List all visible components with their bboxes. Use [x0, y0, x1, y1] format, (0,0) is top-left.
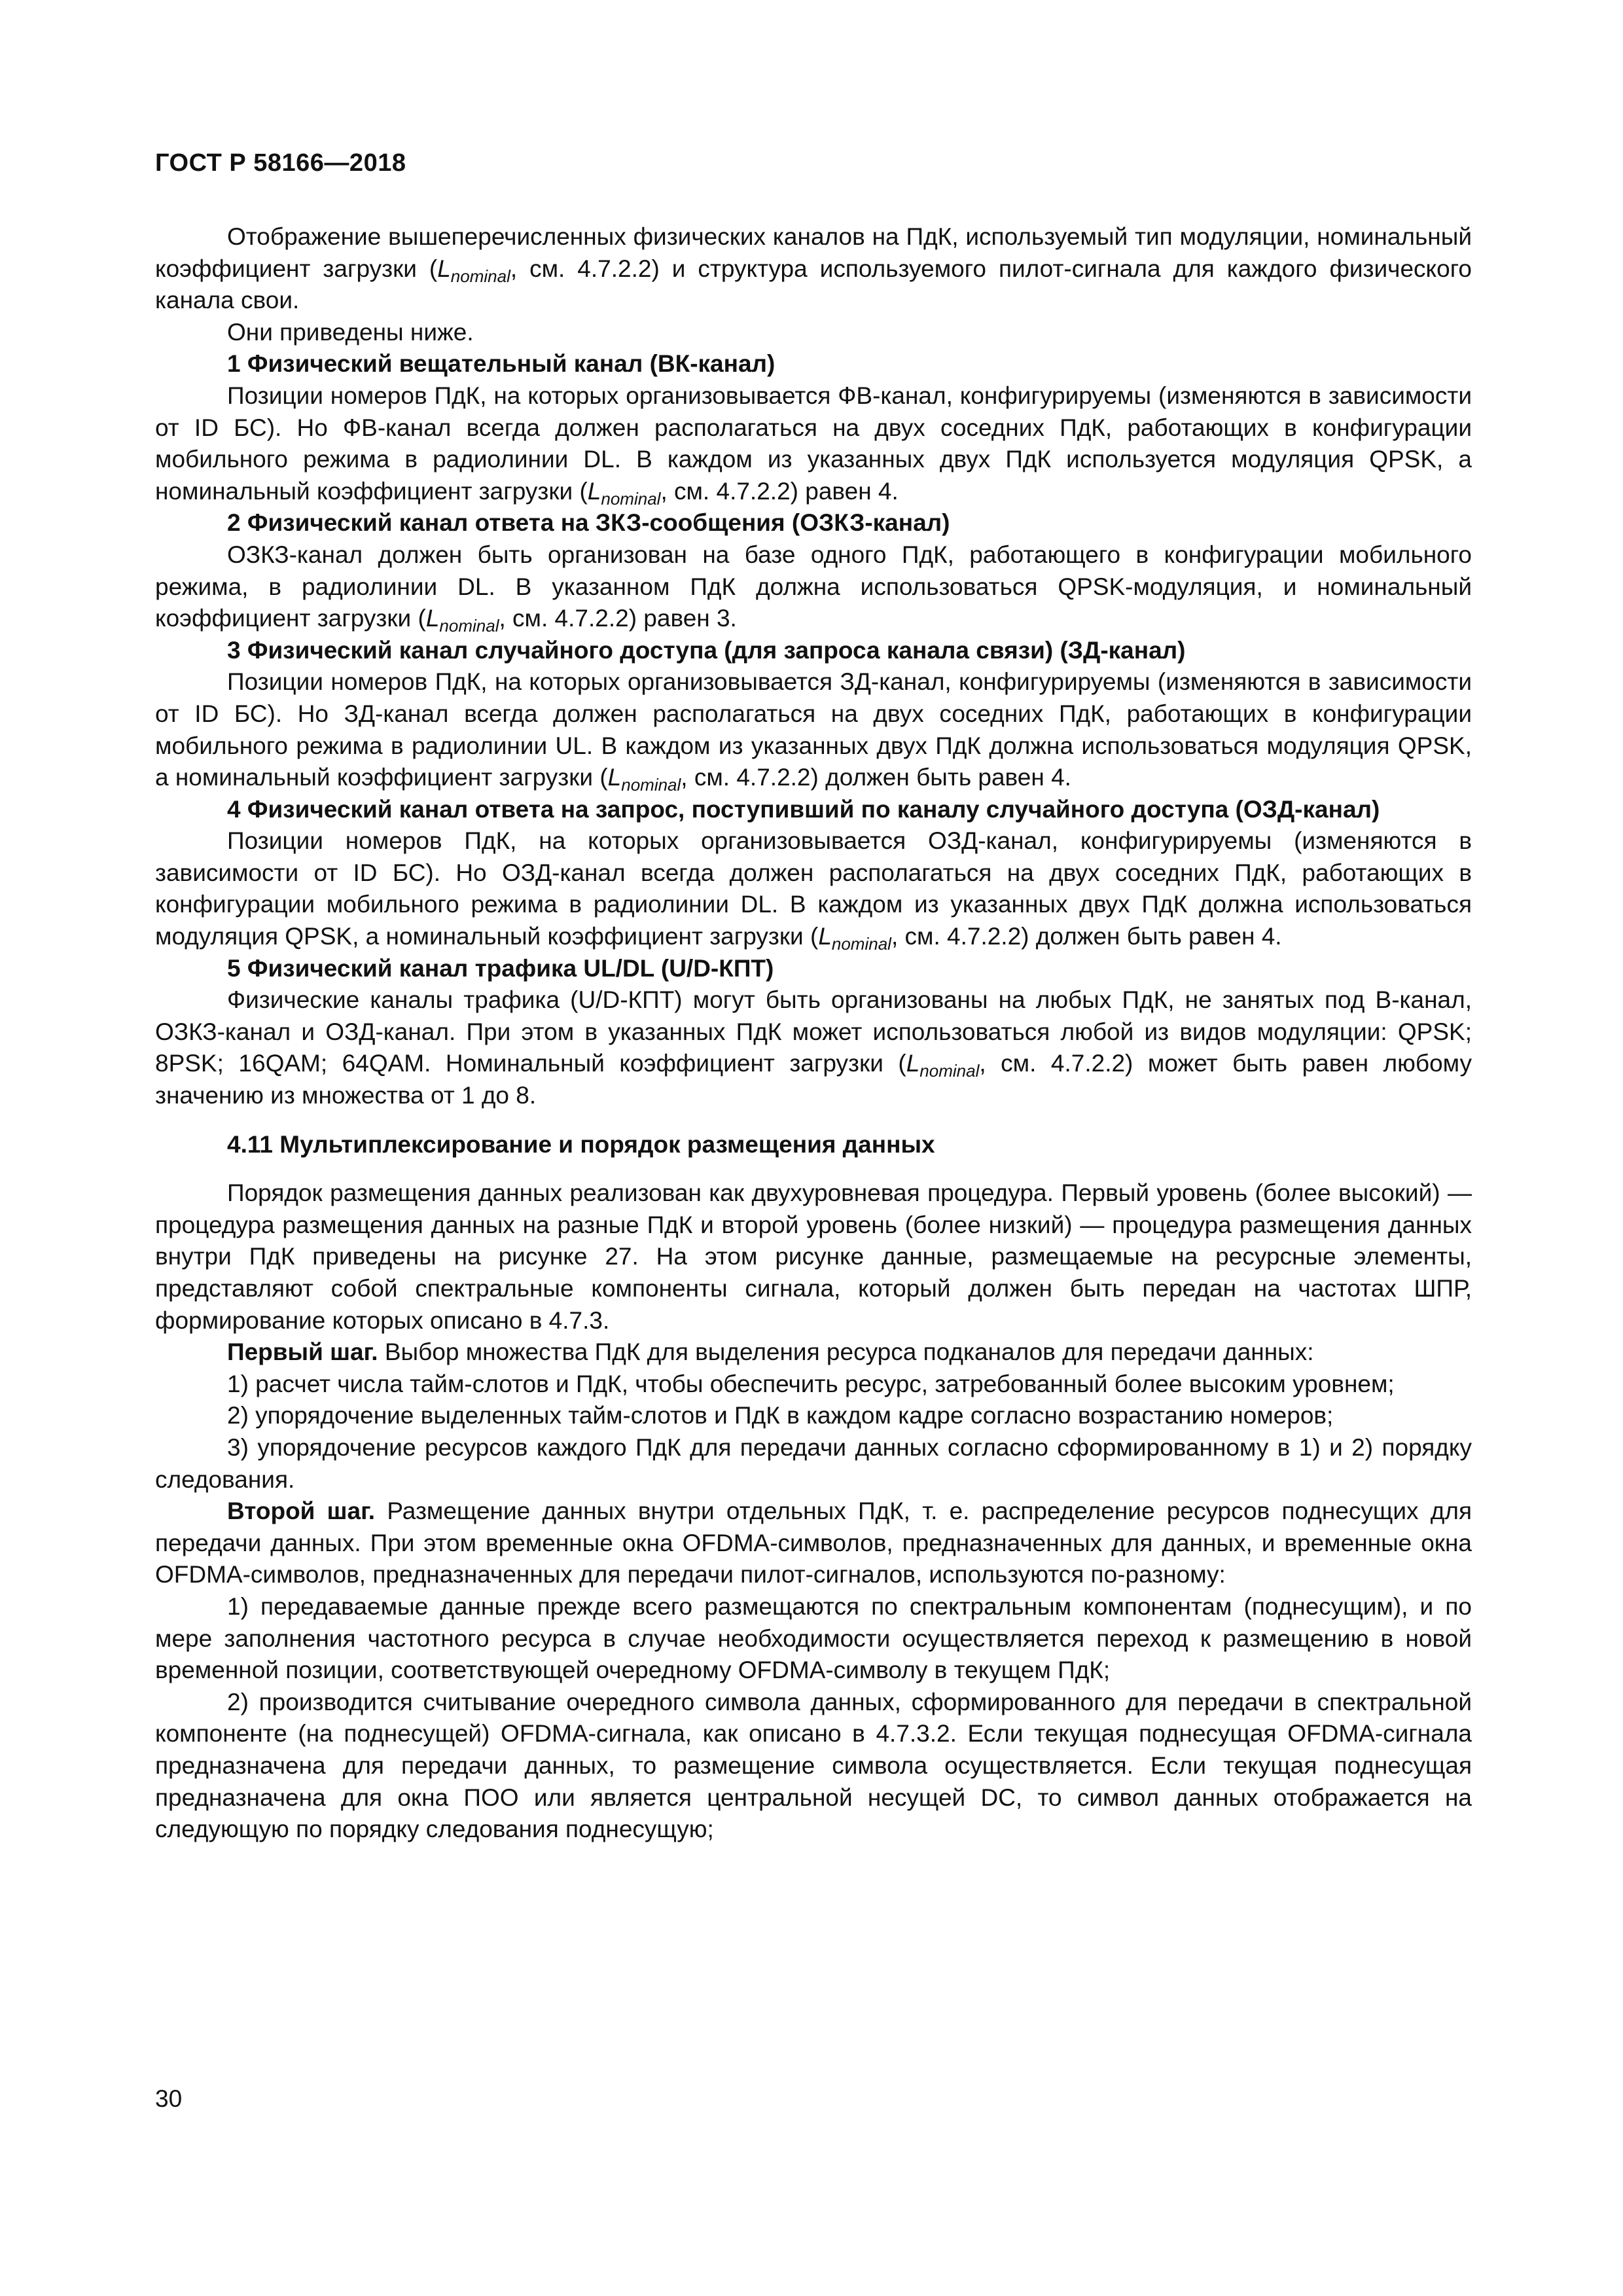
step-1-paragraph: [155, 1336, 1472, 1369]
step-2-text: Размещение данных внутри отдельных ПдК, т. е. распределение ресурсов поднесущих для передачи данных. При этом временные окна OFDMA-символов, предназначенных для данных, и временные окна OFDMA-символов, предназначенных для передачи пилот-сигналов, используются по-разному:: [155, 1498, 1472, 1588]
page-number: 30: [155, 2085, 183, 2112]
l-symbol: L: [818, 923, 832, 950]
intro-text-a: Отображение вышеперечисленных физических каналов на ПдК, используемый тип модуляции, номинальный коэффициент загрузки (: [155, 223, 1472, 282]
channel-5-text-a: Физические каналы трафика (U/D-КПТ) могут быть организованы на любых ПдК, не занятых под В-канал, ОЗКЗ-канал и ОЗД-канал. При этом в указанных ПдК может использоваться любой из видов модуляции: QPSK; 8PSK; 16QAM; 64QAM. Номинальный коэффициент загрузки (: [155, 986, 1472, 1077]
section-heading: 4.11 Мультиплексирование и порядок размещения данных: [227, 1130, 935, 1158]
channel-5-text-b: , см. 4.7.2.2) может быть равен любому значению из множества от 1 до 8.: [155, 1050, 1472, 1109]
channel-4-text-b: , см. 4.7.2.2) должен быть равен 4.: [891, 923, 1282, 950]
channel-2-heading: 2 Физический канал ответа на ЗКЗ-сообщения (ОЗКЗ-канал): [227, 509, 950, 537]
page-header-standard: ГОСТ Р 58166—2018: [155, 149, 406, 177]
l-subscript: nominal: [621, 775, 681, 795]
channel-4-text-a: Позиции номеров ПдК, на которых организовывается ОЗД-канал, конфигурируемы (изменяются в зависимости от ID БС). Но ОЗД-канал всегда должен располагаться на двух соседних ПдК, работающих в конфигурации мобильного режима в радиолинии DL. В каждом из указанных двух ПдК должна использоваться модуляция QPSK, а номинальный коэффициент загрузки (: [155, 827, 1472, 950]
page-body: [155, 221, 1472, 1846]
step-2-item: 2) производится считывание очередного символа данных, сформированного для передачи в спектральной компоненте (на поднесущей) OFDMA-сигнала, как описано в 4.7.3.2. Если текущая поднесущая OFDMA-сигнала предназначена для передачи данных, то размещение символа осуществляется. Если текущая поднесущая предназначена для окна ПОО или является центральной несущей DC, то символ данных отображается на следующую по порядку следования поднесущую;: [155, 1688, 1472, 1843]
channel-3-text-b: , см. 4.7.2.2) должен быть равен 4.: [681, 764, 1071, 791]
channel-4-text: [155, 825, 1472, 952]
channel-2-text-a: ОЗКЗ-канал должен быть организован на базе одного ПдК, работающего в конфигурации мобильного режима, в радиолинии DL. В указанном ПдК должна использоваться QPSK-модуляция, и номинальный коэффициент загрузки (: [155, 541, 1472, 632]
l-symbol: L: [437, 255, 451, 282]
channel-1-heading: 1 Физический вещательный канал (ВК-канал): [227, 350, 776, 378]
l-subscript: nominal: [919, 1061, 980, 1081]
intro-paragraph-2: Они приведены ниже.: [227, 318, 474, 346]
channel-3-text: [155, 666, 1472, 793]
channel-5-heading: 5 Физический канал трафика UL/DL (U/D-КПТ): [227, 954, 774, 982]
channel-1-text: [155, 380, 1472, 507]
intro-paragraph: [155, 221, 1472, 317]
channel-1-text-a: Позиции номеров ПдК, на которых организовывается ФВ-канал, конфигурируемы (изменяются в зависимости от ID БС). Но ФВ-канал всегда должен располагаться на двух соседних ПдК, работающих в конфигурации мобильного режима в радиолинии DL. В каждом из указанных двух ПдК используется модуляция QPSK, а номинальный коэффициент загрузки (: [155, 382, 1472, 505]
channel-1-text-b: , см. 4.7.2.2) равен 4.: [660, 477, 899, 505]
channel-2-text: [155, 539, 1472, 635]
step-1-item: 1) расчет числа тайм-слотов и ПдК, чтобы обеспечить ресурс, затребованный более высоким уровнем;: [227, 1370, 1395, 1397]
channel-3-heading: 3 Физический канал случайного доступа (для запроса канала связи) (ЗД-канал): [227, 636, 1186, 664]
channel-5-text: [155, 984, 1472, 1111]
step-2-item: 1) передаваемые данные прежде всего размещаются по спектральным компонентам (поднесущим), и по мере заполнения частотного ресурса в случае необходимости осуществляется переход к размещению в новой временной позиции, соответствующей очередному OFDMA-символу в текущем ПдК;: [155, 1592, 1472, 1684]
l-subscript: nominal: [450, 266, 510, 286]
l-subscript: nominal: [831, 934, 891, 954]
section-intro: Порядок размещения данных реализован как двухуровневая процедура. Первый уровень (более высокий) — процедура размещения данных на разные ПдК и второй уровень (более низкий) — процедура размещения данных внутри ПдК приведены на рисунке 27. На этом рисунке данные, размещаемые на ресурсные элементы, представляют собой спектральные компоненты сигнала, который должен быть передан на частотах ШПР, формирование которых описано в 4.7.3.: [155, 1179, 1472, 1334]
l-subscript: nominal: [439, 616, 499, 636]
step-2-paragraph: [155, 1496, 1472, 1591]
step-1-item: 3) упорядочение ресурсов каждого ПдК для передачи данных согласно сформированному в 1) и 2) порядку следования.: [155, 1433, 1472, 1493]
l-subscript: nominal: [601, 488, 661, 509]
channel-4-heading: 4 Физический канал ответа на запрос, поступивший по каналу случайного доступа (ОЗД-канал): [227, 795, 1380, 823]
l-symbol: L: [607, 764, 622, 791]
intro-text-b: , см. 4.7.2.2) и структура используемого пилот-сигнала для каждого физического канала свои.: [155, 255, 1472, 314]
step-1-text: Выбор множества ПдК для выделения ресурса подканалов для передачи данных:: [378, 1338, 1314, 1366]
step-1-label: Первый шаг.: [227, 1338, 378, 1366]
l-symbol: L: [425, 605, 440, 632]
l-symbol: L: [906, 1050, 920, 1077]
l-symbol: L: [587, 477, 601, 505]
step-2-label: Второй шаг.: [227, 1498, 376, 1525]
channel-3-text-a: Позиции номеров ПдК, на которых организовывается ЗД-канал, конфигурируемы (изменяются в зависимости от ID БС). Но ЗД-канал всегда должен располагаться на двух соседних ПдК, работающих в конфигурации мобильного режима в радиолинии UL. В каждом из указанных двух ПдК должна использоваться модуляция QPSK, а номинальный коэффициент загрузки (: [155, 668, 1472, 791]
step-1-item: 2) упорядочение выделенных тайм-слотов и ПдК в каждом кадре согласно возрастанию номеров;: [227, 1402, 1334, 1429]
channel-2-text-b: , см. 4.7.2.2) равен 3.: [499, 605, 737, 632]
